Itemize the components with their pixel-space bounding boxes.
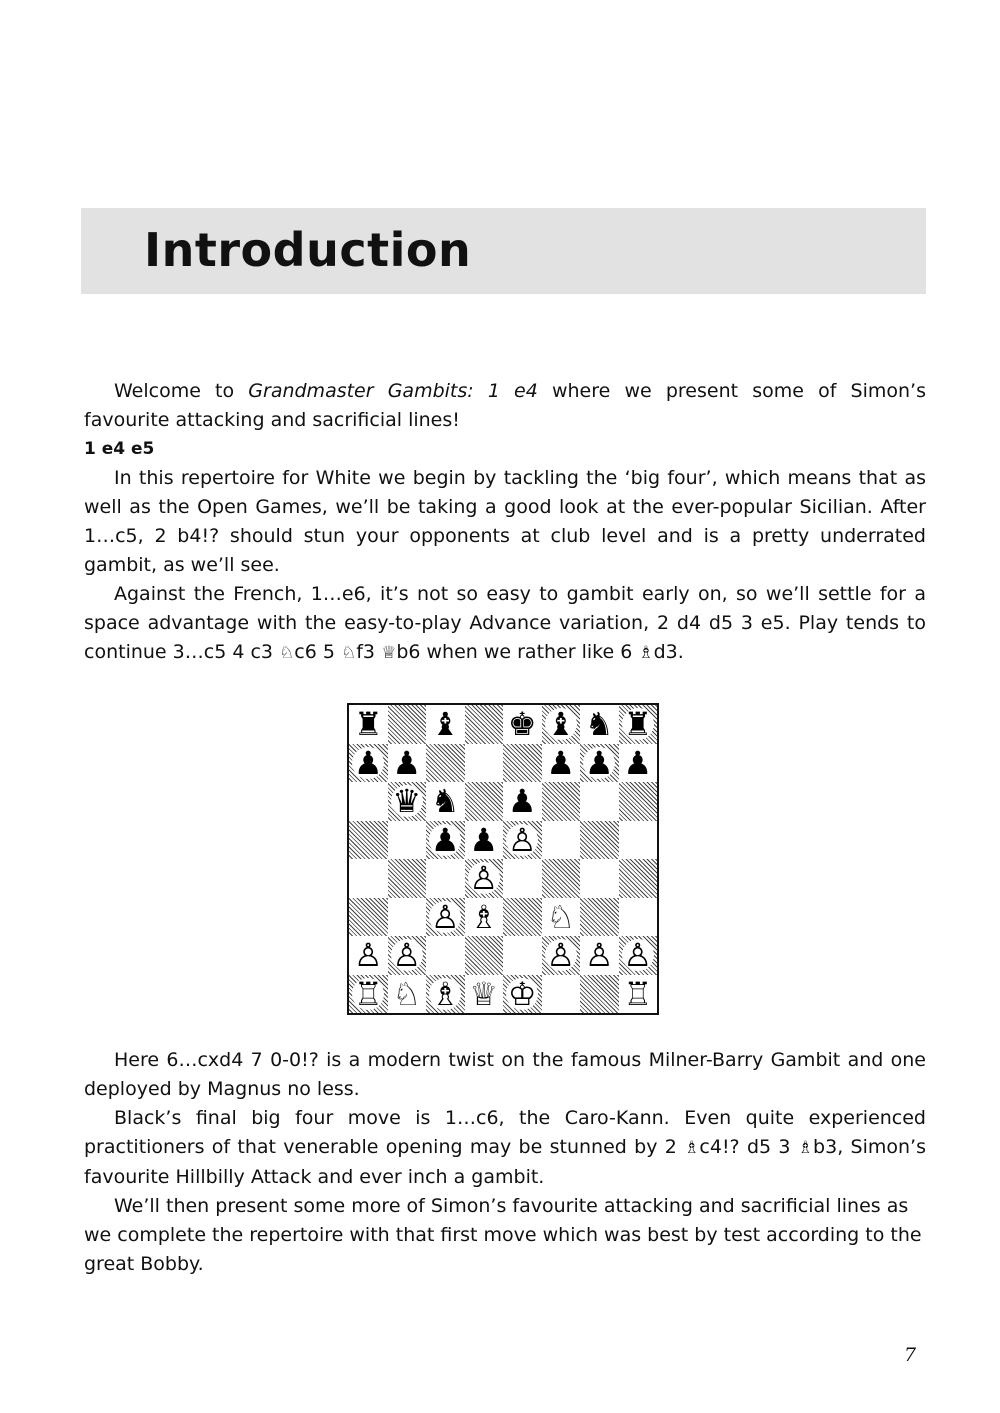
chess-piece-icon: ♟ (507, 782, 537, 821)
square-a2 (349, 936, 388, 975)
square-e6 (503, 782, 542, 821)
square-e7 (503, 744, 542, 783)
square-h8 (619, 705, 658, 744)
chapter-title: Introduction (144, 223, 472, 277)
chess-piece-icon: ♞ (430, 782, 460, 821)
square-b5 (388, 821, 427, 860)
chess-diagram (347, 703, 659, 1015)
square-b2 (388, 936, 427, 975)
square-c6 (426, 782, 465, 821)
chess-piece-icon: ♔ (507, 974, 537, 1013)
chapter-header-band (81, 208, 926, 294)
french-text-1: Against the French, 1…e6, it’s not so easy to gambit early on, so we’ll settle for a space advantage with the easy-to-play Advance variation, 2 d4 d5 3 e5. Play tends to continue 3…c5 4 c3 (84, 583, 926, 663)
chess-piece-icon: ♚ (507, 705, 537, 744)
chess-piece-icon: ♟ (469, 820, 499, 859)
french-text-2: c6 5 (294, 641, 341, 663)
square-a4 (349, 859, 388, 898)
chess-piece-icon: ♕ (469, 974, 499, 1013)
square-c3 (426, 898, 465, 937)
square-c7 (426, 744, 465, 783)
caro-kann-paragraph (84, 1104, 926, 1192)
chess-piece-icon: ♝ (430, 705, 460, 744)
square-b4 (388, 859, 427, 898)
square-g1 (580, 975, 619, 1014)
chess-piece-icon: ♟ (623, 743, 653, 782)
square-d1 (465, 975, 504, 1014)
square-b6 (388, 782, 427, 821)
square-e1 (503, 975, 542, 1014)
knight-figurine-icon: ♘ (340, 643, 357, 663)
final-paragraph: We’ll then present some more of Simon’s favourite attacking and sacrificial lines as we complete the repertoire with that first move which was best by test according to the great Bobby. (84, 1195, 922, 1275)
square-h3 (619, 898, 658, 937)
queen-figurine-icon: ♕ (381, 643, 397, 663)
intro-text-block (84, 377, 926, 668)
square-g3 (580, 898, 619, 937)
chess-piece-icon: ♟ (392, 743, 422, 782)
page-number: 7 (904, 1344, 917, 1366)
chess-piece-icon: ♙ (623, 936, 653, 975)
square-a5 (349, 821, 388, 860)
big-four-paragraph: In this repertoire for White we begin by tackling the ‘big four’, which means that as well as the Open Games, we’ll be taking a good look at the ever-popular Sicilian. After 1…c5, 2 b4!? should stun your opponents at club level and is a pretty underrated gambit, as we’ll see. (84, 467, 926, 576)
chess-piece-icon: ♟ (430, 820, 460, 859)
square-a8 (349, 705, 388, 744)
square-b1 (388, 975, 427, 1014)
bishop-figurine-icon: ♗ (797, 1138, 814, 1158)
square-e2 (503, 936, 542, 975)
square-h6 (619, 782, 658, 821)
chess-piece-icon: ♗ (430, 974, 460, 1013)
square-e4 (503, 859, 542, 898)
square-g5 (580, 821, 619, 860)
square-e8 (503, 705, 542, 744)
french-text-4: b6 when we rather like 6 (396, 641, 639, 663)
square-f1 (542, 975, 581, 1014)
bishop-figurine-icon: ♗ (638, 643, 654, 663)
square-f4 (542, 859, 581, 898)
continuation-text-block (84, 1046, 926, 1279)
caro-text-1: Black’s final big four move is 1…c6, the Caro-Kann. Even quite experienced practitioners of that venerable opening may be stunned by 2 (84, 1107, 926, 1158)
square-a6 (349, 782, 388, 821)
square-e3 (503, 898, 542, 937)
square-c1 (426, 975, 465, 1014)
french-paragraph (84, 580, 926, 668)
square-c8 (426, 705, 465, 744)
square-g4 (580, 859, 619, 898)
square-b7 (388, 744, 427, 783)
square-d6 (465, 782, 504, 821)
square-g8 (580, 705, 619, 744)
chess-piece-icon: ♟ (546, 743, 576, 782)
square-g2 (580, 936, 619, 975)
chess-piece-icon: ♙ (546, 936, 576, 975)
square-g6 (580, 782, 619, 821)
square-d7 (465, 744, 504, 783)
square-e5 (503, 821, 542, 860)
chess-piece-icon: ♙ (430, 897, 460, 936)
square-f3 (542, 898, 581, 937)
chess-piece-icon: ♖ (353, 974, 383, 1013)
chess-piece-icon: ♙ (469, 859, 499, 898)
square-h2 (619, 936, 658, 975)
chess-piece-icon: ♘ (546, 897, 576, 936)
square-d2 (465, 936, 504, 975)
square-h4 (619, 859, 658, 898)
chess-piece-icon: ♜ (623, 705, 653, 744)
chess-piece-icon: ♘ (392, 974, 422, 1013)
square-h5 (619, 821, 658, 860)
chess-piece-icon: ♟ (584, 743, 614, 782)
chess-piece-icon: ♙ (392, 936, 422, 975)
welcome-text-start: Welcome to (114, 380, 249, 402)
welcome-text-end: where we present some of Simon’s favourite attacking and sacrificial lines! (84, 380, 926, 431)
chess-board (349, 705, 657, 1013)
square-c4 (426, 859, 465, 898)
bishop-figurine-icon: ♗ (684, 1138, 700, 1158)
chess-piece-icon: ♜ (353, 705, 383, 744)
knight-figurine-icon: ♘ (279, 643, 295, 663)
square-a3 (349, 898, 388, 937)
caro-text-3: b3, Simon’s favourite Hillbilly Attack and ever inch a gambit. (84, 1136, 926, 1188)
square-d8 (465, 705, 504, 744)
square-d3 (465, 898, 504, 937)
chess-piece-icon: ♙ (584, 936, 614, 975)
square-a7 (349, 744, 388, 783)
square-f5 (542, 821, 581, 860)
milner-barry-paragraph: Here 6…cxd4 7 0-0!? is a modern twist on the famous Milner-Barry Gambit and one deployed by Magnus no less. (84, 1049, 926, 1100)
french-text-5: d3. (653, 641, 684, 663)
square-d4 (465, 859, 504, 898)
square-b8 (388, 705, 427, 744)
square-f7 (542, 744, 581, 783)
square-f6 (542, 782, 581, 821)
caro-text-2: c4!? d5 3 (699, 1136, 798, 1158)
french-text-3: f3 (356, 641, 382, 663)
square-a1 (349, 975, 388, 1014)
chess-piece-icon: ♟ (353, 743, 383, 782)
chess-piece-icon: ♝ (546, 705, 576, 744)
square-c2 (426, 936, 465, 975)
square-g7 (580, 744, 619, 783)
chess-piece-icon: ♗ (469, 897, 499, 936)
chess-piece-icon: ♙ (507, 820, 537, 859)
book-title: Grandmaster Gambits: 1 e4 (248, 380, 538, 402)
square-b3 (388, 898, 427, 937)
square-d5 (465, 821, 504, 860)
square-c5 (426, 821, 465, 860)
chess-piece-icon: ♛ (392, 782, 422, 821)
chess-piece-icon: ♞ (584, 705, 614, 744)
section-heading: 1 e4 e5 (84, 439, 155, 459)
chess-piece-icon: ♙ (353, 936, 383, 975)
square-h7 (619, 744, 658, 783)
square-f8 (542, 705, 581, 744)
square-h1 (619, 975, 658, 1014)
chess-piece-icon: ♖ (623, 974, 653, 1013)
welcome-paragraph (84, 377, 926, 435)
square-f2 (542, 936, 581, 975)
